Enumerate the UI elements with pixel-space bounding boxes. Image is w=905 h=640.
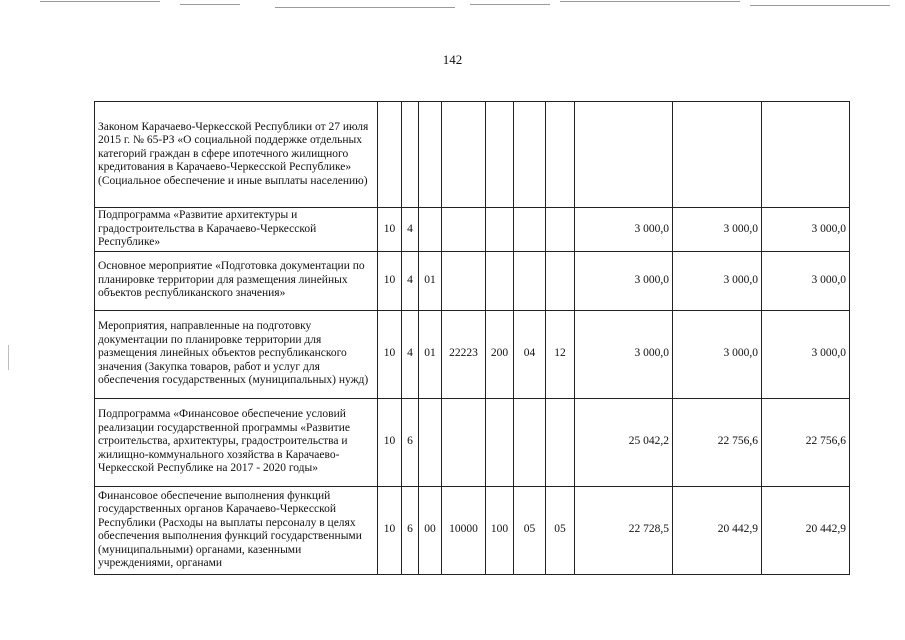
table-row — [95, 208, 850, 252]
code-cell — [546, 208, 575, 252]
table-row — [95, 310, 850, 398]
code-cell — [514, 398, 546, 486]
code-cell: 6 — [402, 398, 419, 486]
amount-cell: 22 756,6 — [762, 398, 850, 486]
scan-edge-line — [180, 4, 240, 5]
amount-cell: 3 000,0 — [762, 208, 850, 252]
code-cell: 01 — [419, 251, 442, 310]
amount-cell: 20 442,9 — [762, 486, 850, 574]
row-name: Подпрограмма «Развитие архитектуры и градостроительства в Карачаево-Черкесской Республике» — [95, 208, 378, 252]
code-cell: 22223 — [442, 310, 486, 398]
page-number: 142 — [442, 52, 463, 67]
code-cell: 4 — [402, 310, 419, 398]
amount-cell: 3 000,0 — [762, 310, 850, 398]
amount-cell: 3 000,0 — [673, 251, 762, 310]
code-cell — [546, 398, 575, 486]
code-cell — [486, 208, 514, 252]
code-cell — [442, 208, 486, 252]
table-row — [95, 486, 850, 574]
row-name: Мероприятия, направленные на подготовку документации по планировке территории для размещения линейных объектов республиканского значения (Закупка товаров, работ и услуг для обеспечения государственных (муниципальных) нужд) — [95, 310, 378, 398]
code-cell: 10000 — [442, 486, 486, 574]
code-cell: 10 — [378, 310, 402, 398]
code-cell — [546, 251, 575, 310]
table-row — [95, 102, 850, 208]
code-cell — [442, 251, 486, 310]
amount-cell — [673, 102, 762, 208]
code-cell — [402, 102, 419, 208]
amount-cell: 3 000,0 — [575, 251, 673, 310]
code-cell: 00 — [419, 486, 442, 574]
code-cell: 6 — [402, 486, 419, 574]
scan-edge-line — [40, 1, 160, 2]
code-cell: 100 — [486, 486, 514, 574]
code-cell — [378, 102, 402, 208]
code-cell: 05 — [546, 486, 575, 574]
code-cell — [546, 102, 575, 208]
code-cell: 10 — [378, 251, 402, 310]
code-cell: 10 — [378, 398, 402, 486]
code-cell: 4 — [402, 251, 419, 310]
amount-cell — [575, 102, 673, 208]
code-cell — [419, 102, 442, 208]
code-cell — [442, 398, 486, 486]
code-cell — [442, 102, 486, 208]
amount-cell: 25 042,2 — [575, 398, 673, 486]
amount-cell: 3 000,0 — [673, 310, 762, 398]
amount-cell: 22 728,5 — [575, 486, 673, 574]
code-cell: 05 — [514, 486, 546, 574]
amount-cell: 3 000,0 — [575, 208, 673, 252]
code-cell — [419, 208, 442, 252]
scan-edge-line — [470, 4, 550, 5]
budget-table — [94, 101, 850, 575]
code-cell: 12 — [546, 310, 575, 398]
code-cell: 04 — [514, 310, 546, 398]
code-cell — [486, 102, 514, 208]
code-cell: 200 — [486, 310, 514, 398]
row-name: Основное мероприятие «Подготовка документации по планировке территории для размещения линейных объектов республиканского значения» — [95, 251, 378, 310]
code-cell — [419, 398, 442, 486]
amount-cell: 3 000,0 — [575, 310, 673, 398]
margin-mark — [8, 345, 9, 370]
scan-edge-line — [750, 5, 890, 6]
amount-cell: 3 000,0 — [762, 251, 850, 310]
table-row — [95, 398, 850, 486]
amount-cell — [762, 102, 850, 208]
code-cell: 10 — [378, 486, 402, 574]
row-name: Финансовое обеспечение выполнения функций государственных органов Карачаево-Черкесской Республики (Расходы на выплаты персоналу в целях обеспечения выполнения функций государственными (муниципальными) органами, казенными учреждениями, органами — [95, 486, 378, 574]
row-name: Подпрограмма «Финансовое обеспечение условий реализации государственной программы «Развитие строительства, архитектуры, градостроительства и жилищно-коммунального хозяйства в Карачаево-Черкесской Республике на 2017 - 2020 годы» — [95, 398, 378, 486]
amount-cell: 20 442,9 — [673, 486, 762, 574]
code-cell: 4 — [402, 208, 419, 252]
code-cell — [486, 398, 514, 486]
row-name: Законом Карачаево-Черкесской Республики от 27 июля 2015 г. № 65-РЗ «О социальной поддержке отдельных категорий граждан в сфере ипотечного жилищного кредитования в Карачаево-Черкесской Республике» (Социальное обеспечение и иные выплаты населению) — [95, 102, 378, 208]
code-cell: 10 — [378, 208, 402, 252]
code-cell — [514, 251, 546, 310]
table-row — [95, 251, 850, 310]
amount-cell: 3 000,0 — [673, 208, 762, 252]
scan-edge-line — [560, 1, 740, 2]
code-cell — [486, 251, 514, 310]
scan-edge-line — [275, 7, 455, 8]
amount-cell: 22 756,6 — [673, 398, 762, 486]
code-cell — [514, 208, 546, 252]
code-cell: 01 — [419, 310, 442, 398]
code-cell — [514, 102, 546, 208]
